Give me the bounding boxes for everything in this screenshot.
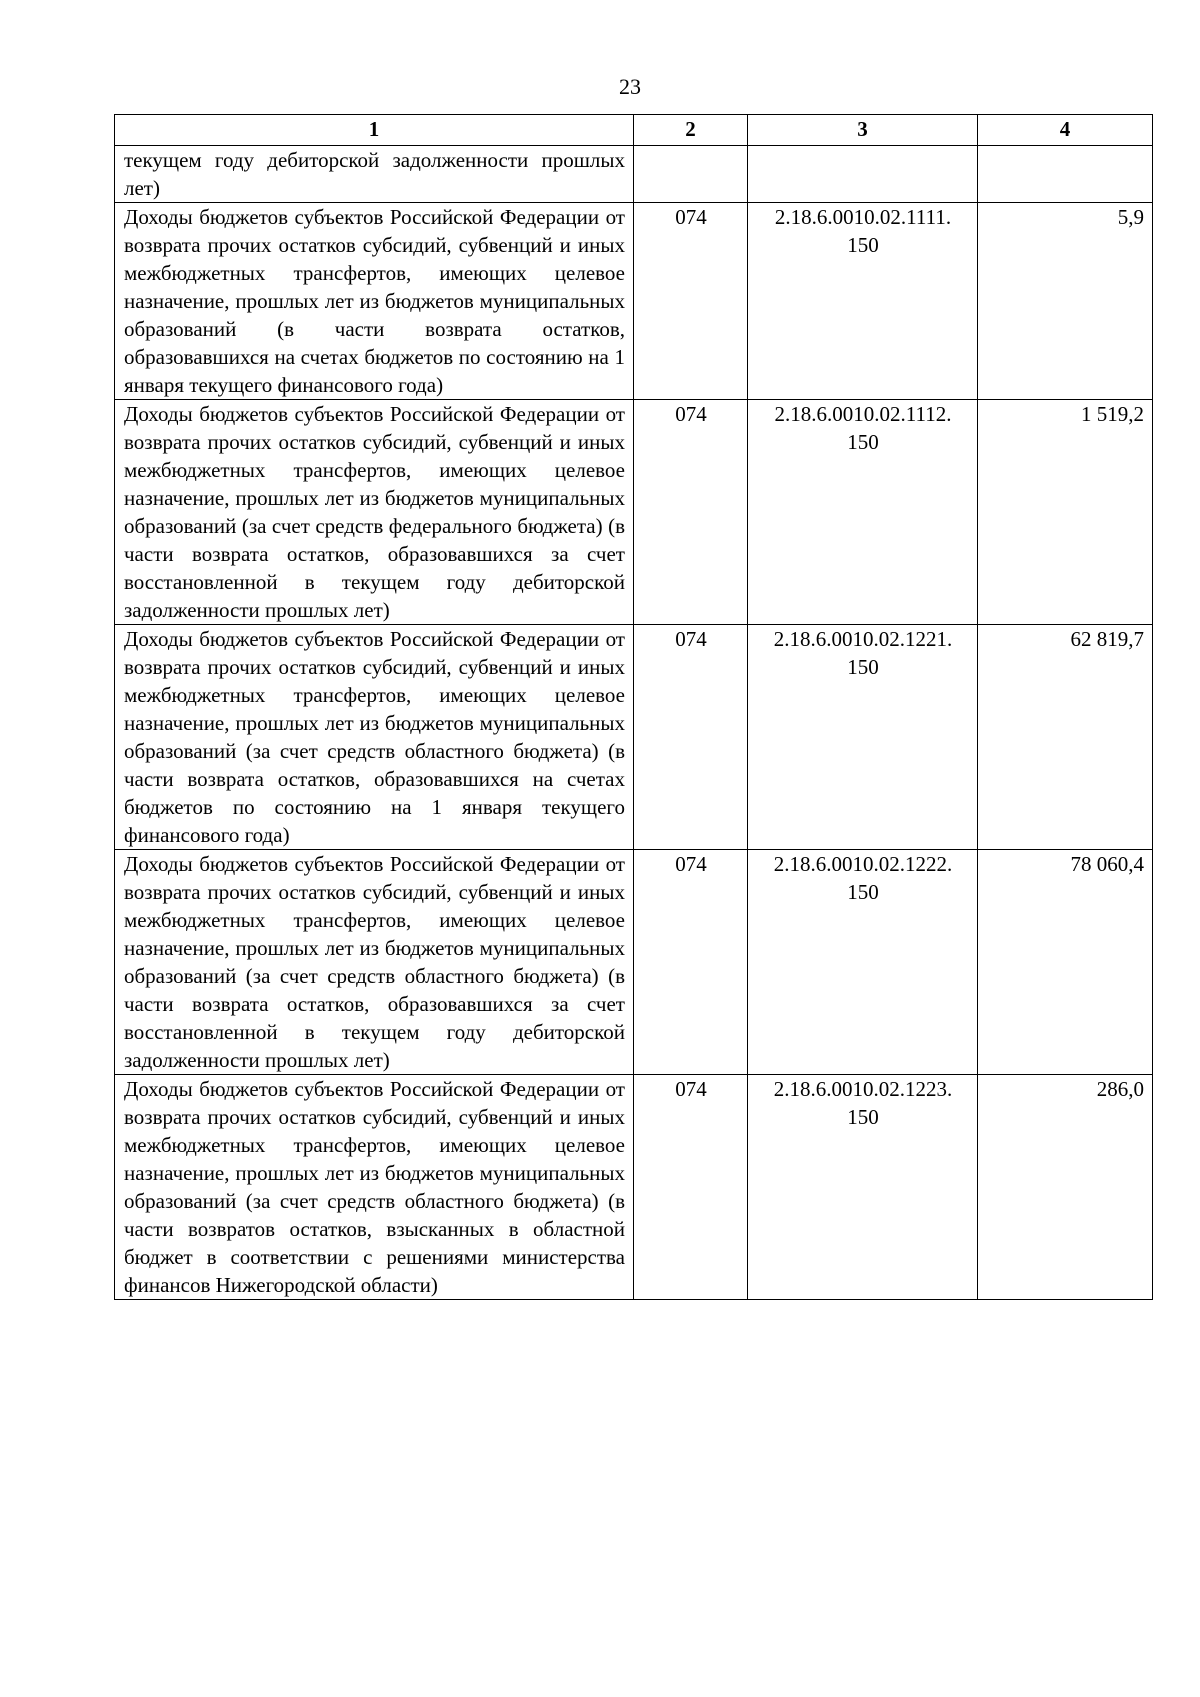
column-header-2: 2: [634, 115, 748, 146]
admin-code: [634, 146, 748, 203]
admin-code: 074: [634, 850, 748, 1075]
revenue-description: Доходы бюджетов субъектов Российской Федерации от возврата прочих остатков субсидий, субвенций и иных межбюджетных трансфертов, имеющих целевое назначение, прошлых лет из бюджетов муниципальных образований (в части возврата остатков, образовавшихся на счетах бюджетов по состоянию на 1 января текущего финансового года): [115, 203, 634, 400]
page-number: 23: [619, 74, 641, 99]
table-row: [115, 146, 1153, 203]
column-header-1: 1: [115, 115, 634, 146]
budget-classification-code: 2.18.6.0010.02.1222. 150: [748, 850, 978, 1075]
table-header-row: [115, 115, 1153, 146]
table-row: [115, 850, 1153, 1075]
table-row: [115, 400, 1153, 625]
amount: 1 519,2: [978, 400, 1153, 625]
budget-classification-code: [748, 146, 978, 203]
column-header-4: 4: [978, 115, 1153, 146]
admin-code: 074: [634, 1075, 748, 1300]
admin-code: 074: [634, 203, 748, 400]
budget-classification-code: 2.18.6.0010.02.1111. 150: [748, 203, 978, 400]
table-row: [115, 625, 1153, 850]
budget-revenue-table: [114, 114, 1153, 1300]
budget-classification-code: 2.18.6.0010.02.1221. 150: [748, 625, 978, 850]
revenue-description: Доходы бюджетов субъектов Российской Федерации от возврата прочих остатков субсидий, субвенций и иных межбюджетных трансфертов, имеющих целевое назначение, прошлых лет из бюджетов муниципальных образований (за счет средств областного бюджета) (в части возврата остатков, образовавшихся на счетах бюджетов по состоянию на 1 января текущего финансового года): [115, 625, 634, 850]
table-row: [115, 1075, 1153, 1300]
budget-classification-code: 2.18.6.0010.02.1112. 150: [748, 400, 978, 625]
column-header-3: 3: [748, 115, 978, 146]
amount: 5,9: [978, 203, 1153, 400]
amount: 286,0: [978, 1075, 1153, 1300]
revenue-description: Доходы бюджетов субъектов Российской Федерации от возврата прочих остатков субсидий, субвенций и иных межбюджетных трансфертов, имеющих целевое назначение, прошлых лет из бюджетов муниципальных образований (за счет средств федерального бюджета) (в части возврата остатков, образовавшихся за счет восстановленной в текущем году дебиторской задолженности прошлых лет): [115, 400, 634, 625]
amount: 62 819,7: [978, 625, 1153, 850]
admin-code: 074: [634, 400, 748, 625]
amount: 78 060,4: [978, 850, 1153, 1075]
budget-classification-code: 2.18.6.0010.02.1223. 150: [748, 1075, 978, 1300]
table-row: [115, 203, 1153, 400]
revenue-description: Доходы бюджетов субъектов Российской Федерации от возврата прочих остатков субсидий, субвенций и иных межбюджетных трансфертов, имеющих целевое назначение, прошлых лет из бюджетов муниципальных образований (за счет средств областного бюджета) (в части возвратов остатков, взысканных в областной бюджет в соответствии с решениями министерства финансов Нижегородской области): [115, 1075, 634, 1300]
revenue-description: текущем году дебиторской задолженности прошлых лет): [115, 146, 634, 203]
admin-code: 074: [634, 625, 748, 850]
amount: [978, 146, 1153, 203]
revenue-description: Доходы бюджетов субъектов Российской Федерации от возврата прочих остатков субсидий, субвенций и иных межбюджетных трансфертов, имеющих целевое назначение, прошлых лет из бюджетов муниципальных образований (за счет средств областного бюджета) (в части возврата остатков, образовавшихся за счет восстановленной в текущем году дебиторской задолженности прошлых лет): [115, 850, 634, 1075]
